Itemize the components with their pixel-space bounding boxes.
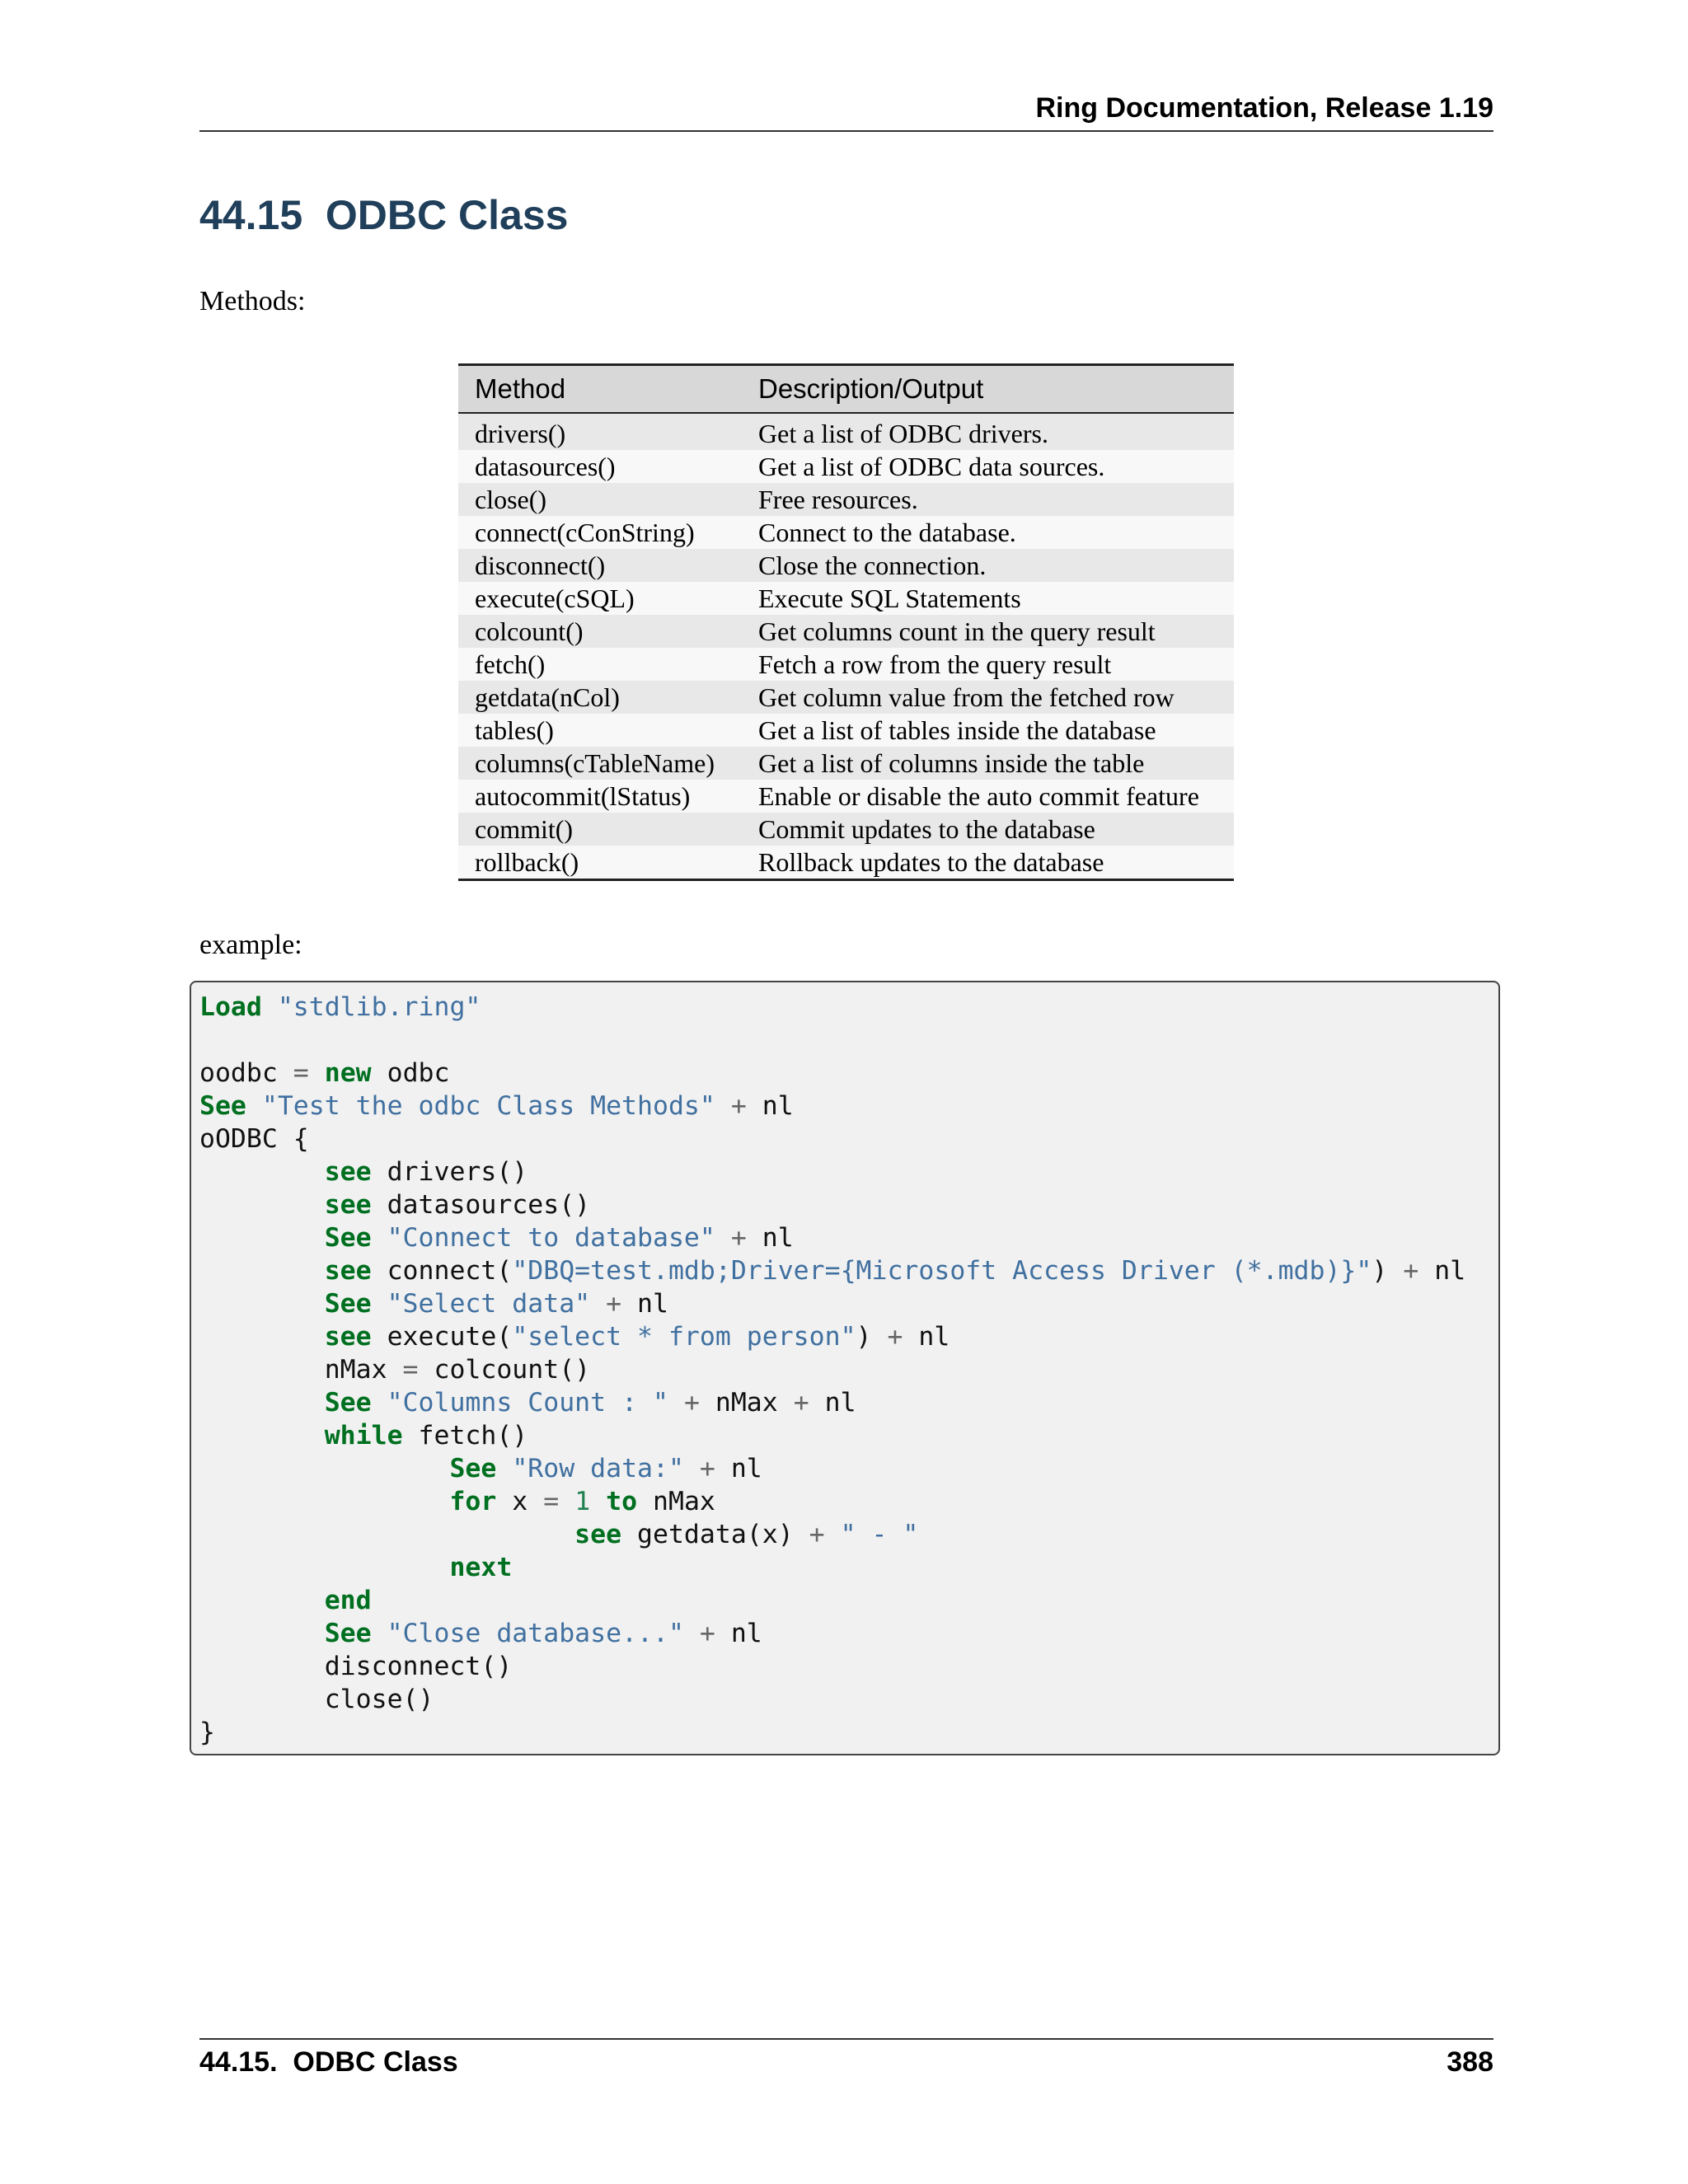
table-row	[458, 516, 1234, 549]
code-token: nl	[903, 1322, 950, 1352]
method-description-cell: Get a list of ODBC data sources.	[758, 452, 1105, 481]
code-token: while	[324, 1421, 403, 1451]
code-token: datasources()	[371, 1190, 591, 1220]
code-token	[372, 1223, 387, 1253]
code-line	[199, 1683, 1465, 1716]
code-token: See	[449, 1454, 497, 1483]
code-token	[309, 1058, 325, 1088]
code-token: execute(	[371, 1322, 513, 1352]
code-token	[668, 1388, 684, 1418]
code-token: oODBC {	[199, 1124, 309, 1154]
method-description-cell: Get a list of ODBC drivers.	[758, 419, 1048, 448]
code-token: +	[699, 1454, 715, 1483]
method-description-cell: Connect to the database.	[758, 518, 1016, 547]
method-name-cell: rollback()	[458, 846, 742, 880]
code-token: +	[699, 1619, 715, 1648]
method-description-cell: Commit updates to the database	[758, 814, 1095, 844]
code-token: see	[574, 1520, 622, 1549]
table-row	[458, 549, 1234, 582]
footer-section-label: 44.15. ODBC Class	[199, 2046, 458, 2078]
method-description-cell: Get column value from the fetched row	[758, 682, 1175, 712]
method-name-cell: connect(cConString)	[475, 518, 695, 547]
code-token: x	[496, 1487, 544, 1516]
code-token: oodbc	[199, 1058, 293, 1088]
code-token	[262, 992, 278, 1022]
code-token	[199, 1190, 325, 1220]
method-description-cell: Get a list of columns inside the table	[758, 748, 1145, 778]
code-token: +	[809, 1520, 825, 1549]
method-name-cell: execute(cSQL)	[475, 583, 635, 613]
running-header: Ring Documentation, Release 1.19	[1035, 92, 1493, 124]
code-token: see	[324, 1157, 372, 1187]
code-token	[590, 1487, 606, 1516]
code-line	[199, 1188, 1465, 1221]
code-line	[199, 1617, 1465, 1650]
code-line	[199, 1024, 1465, 1057]
code-token: see	[324, 1256, 372, 1286]
method-name-cell: fetch()	[475, 649, 546, 679]
code-token: "Columns Count : "	[387, 1388, 668, 1418]
code-token	[590, 1289, 606, 1319]
method-name-cell: commit()	[475, 814, 574, 844]
code-token: +	[730, 1223, 747, 1253]
code-token: nMax	[699, 1388, 794, 1418]
example-intro: example:	[199, 930, 302, 960]
code-line	[199, 1090, 1465, 1122]
code-token	[715, 1091, 731, 1121]
code-line	[199, 1518, 1465, 1551]
code-token: to	[606, 1487, 638, 1516]
method-description-cell: Close the connection.	[758, 551, 987, 580]
code-token	[199, 1619, 325, 1648]
code-token: nl	[746, 1091, 794, 1121]
code-line	[199, 1650, 1465, 1683]
code-token	[199, 1256, 325, 1286]
section-title: 44.15 ODBC Class	[199, 192, 569, 238]
code-token	[199, 1289, 325, 1319]
code-token: "Select data"	[387, 1289, 591, 1319]
code-token	[372, 1289, 387, 1319]
code-line	[199, 1254, 1465, 1287]
code-line	[199, 1551, 1465, 1584]
code-token: +	[606, 1289, 622, 1319]
code-token: see	[324, 1322, 372, 1352]
code-block	[190, 981, 1500, 1755]
methods-table-body	[458, 413, 1234, 880]
table-row	[458, 582, 1234, 615]
code-token: }	[199, 1718, 215, 1747]
code-token: "Connect to database"	[387, 1223, 715, 1253]
code-token	[199, 1586, 325, 1615]
method-name-cell: tables()	[475, 715, 554, 745]
code-token: "Test the odbc Class Methods"	[261, 1091, 715, 1121]
method-name-cell: autocommit(lStatus)	[475, 781, 691, 811]
method-name-cell: columns(cTableName)	[475, 748, 715, 778]
code-token: see	[324, 1190, 372, 1220]
code-token: for	[449, 1487, 497, 1516]
code-token: See	[324, 1223, 372, 1253]
code-token: "Close database..."	[387, 1619, 684, 1648]
code-token: =	[543, 1487, 560, 1516]
header-divider	[199, 130, 1493, 132]
code-token: nMax	[199, 1355, 403, 1385]
code-token	[199, 1388, 325, 1418]
code-line	[199, 1386, 1465, 1419]
code-token	[684, 1619, 700, 1648]
table-header-row	[458, 365, 1234, 414]
code-token: close()	[199, 1685, 434, 1714]
code-token	[372, 1619, 387, 1648]
table-row	[458, 483, 1234, 516]
code-token	[246, 1091, 262, 1121]
code-token	[199, 1223, 325, 1253]
code-token	[199, 1487, 449, 1516]
method-name-cell: disconnect()	[475, 551, 606, 580]
code-line	[199, 1452, 1465, 1485]
code-token: nl	[715, 1619, 762, 1648]
code-token: =	[402, 1355, 419, 1385]
code-token	[199, 1520, 574, 1549]
method-name-cell: getdata(nCol)	[475, 682, 620, 712]
code-line	[199, 1122, 1465, 1155]
code-line	[199, 1287, 1465, 1320]
method-description-cell: Enable or disable the auto commit feature	[758, 781, 1199, 811]
code-line	[199, 991, 1465, 1024]
code-token: nl	[809, 1388, 856, 1418]
code-line	[199, 1584, 1465, 1617]
code-line	[199, 1716, 1465, 1749]
code-token: getdata(x)	[621, 1520, 809, 1549]
code-token	[199, 1553, 449, 1582]
code-line	[199, 1155, 1465, 1188]
code-token: )	[1372, 1256, 1404, 1286]
code-token: " - "	[840, 1520, 919, 1549]
method-name-cell: datasources()	[475, 452, 616, 481]
table-row	[458, 714, 1234, 747]
method-description-cell: Rollback updates to the database	[742, 846, 1234, 880]
method-description-cell: Get columns count in the query result	[758, 616, 1156, 646]
code-token: )	[856, 1322, 888, 1352]
table-row	[458, 813, 1234, 846]
method-description-cell: Get a list of tables inside the database	[758, 715, 1156, 745]
code-token: next	[449, 1553, 513, 1582]
code-token: See	[324, 1289, 372, 1319]
code-token	[372, 1388, 387, 1418]
method-name-cell: colcount()	[475, 616, 584, 646]
code-token	[199, 1157, 325, 1187]
code-token: "DBQ=test.mdb;Driver={Microsoft Access Driver (*.mdb)}"	[512, 1256, 1372, 1286]
code-token: connect(	[371, 1256, 513, 1286]
code-token: drivers()	[371, 1157, 528, 1187]
code-token: "select * from person"	[512, 1322, 856, 1352]
code-token: nl	[715, 1454, 762, 1483]
code-token: odbc	[371, 1058, 450, 1088]
code-token: +	[683, 1388, 700, 1418]
code-token: =	[293, 1058, 309, 1088]
method-description-cell: Execute SQL Statements	[758, 583, 1021, 613]
code-token	[559, 1487, 574, 1516]
code-token: fetch()	[402, 1421, 528, 1451]
table-row	[458, 780, 1234, 813]
code-token	[715, 1223, 731, 1253]
code-token: Load	[199, 992, 262, 1022]
code-listing	[199, 991, 1465, 1749]
page-number: 388	[1447, 2046, 1493, 2078]
footer-divider	[199, 2038, 1493, 2040]
method-description-cell: Fetch a row from the query result	[758, 649, 1112, 679]
table-row	[458, 681, 1234, 714]
code-token: nl	[621, 1289, 668, 1319]
code-token: nl	[1418, 1256, 1466, 1286]
code-token	[684, 1454, 700, 1483]
column-header-description: Description/Output	[742, 365, 1234, 414]
code-token	[199, 1454, 449, 1483]
code-line	[199, 1419, 1465, 1452]
code-token: disconnect()	[199, 1652, 513, 1681]
code-token: nl	[746, 1223, 794, 1253]
table-row	[458, 450, 1234, 483]
code-token	[199, 1421, 325, 1451]
column-header-method: Method	[458, 365, 742, 414]
method-description-cell: Free resources.	[758, 485, 918, 514]
code-token: end	[324, 1586, 372, 1615]
code-line	[199, 1320, 1465, 1353]
code-line	[199, 1353, 1465, 1386]
code-token: See	[199, 1091, 246, 1121]
code-token: 1	[574, 1487, 591, 1516]
table-row	[458, 648, 1234, 681]
code-line	[199, 1485, 1465, 1518]
code-token: +	[1403, 1256, 1419, 1286]
code-token: "stdlib.ring"	[277, 992, 481, 1022]
method-name-cell: drivers()	[475, 419, 566, 448]
code-token: See	[324, 1388, 372, 1418]
code-token: new	[324, 1058, 372, 1088]
method-name-cell: close()	[475, 485, 547, 514]
code-token: "Row data:"	[512, 1454, 684, 1483]
code-token	[496, 1454, 512, 1483]
table-row	[458, 615, 1234, 648]
code-token	[199, 1322, 325, 1352]
code-token: See	[324, 1619, 372, 1648]
code-line	[199, 1221, 1465, 1254]
code-token: colcount()	[418, 1355, 591, 1385]
methods-intro: Methods:	[199, 286, 306, 316]
code-token: +	[793, 1388, 809, 1418]
table-row	[458, 747, 1234, 780]
methods-table	[458, 363, 1234, 881]
code-token: +	[887, 1322, 903, 1352]
table-row	[458, 413, 1234, 450]
code-token	[825, 1520, 841, 1549]
code-token: +	[730, 1091, 747, 1121]
code-token: nMax	[637, 1487, 715, 1516]
code-line	[199, 1057, 1465, 1090]
table-row	[458, 846, 1234, 880]
